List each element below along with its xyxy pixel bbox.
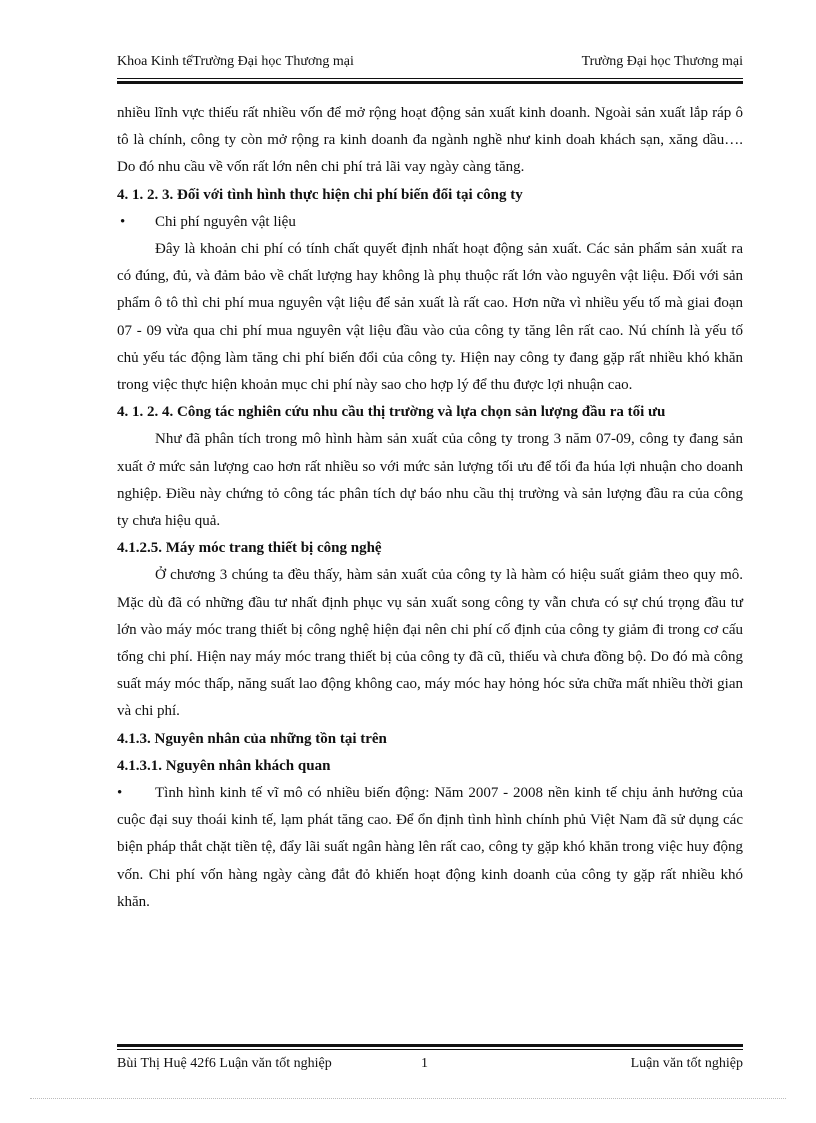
- bullet-text: Chi phí nguyên vật liệu: [155, 213, 296, 230]
- header-rule-thin: [117, 78, 743, 79]
- footer-rule-thick: [117, 1044, 743, 1047]
- page-number: 1: [421, 1056, 428, 1071]
- paragraph-4: Ở chương 3 chúng ta đều thấy, hàm sản xuất của công ty là hàm có hiệu suất giảm theo quy mô. Mặc dù đã có những đầu tư nhất định phục vụ sản xuất song công ty vẫn chưa có sự chú trọng đầu tư lớn vào máy móc trang thiết bị công nghệ hiện đại nên chi phí cố định của công ty giảm đi trong cơ cấu tổng chi phí. Hiện nay máy móc trang thiết bị của công ty đã cũ, thiếu và chưa đồng bộ. Do đó mà công suất máy móc thấp, năng suất lao động không cao, máy móc hay hỏng hóc sửa chữa mất nhiều thời gian và chi phí.: [117, 567, 743, 720]
- paragraph-2: Đây là khoản chi phí có tính chất quyết định nhất hoạt động sản xuất. Các sản phẩm sản xuất ra có đúng, đủ, và đảm bảo về chất lượng hay không là phụ thuộc rất lớn vào nguyên vật liệu. Đối với sản phẩm ô tô thì chi phí mua nguyên vật liệu để sản xuất là rất cao. Hơn nữa vì nhiều yếu tố mà giai đoạn 07 - 09 vừa qua chi phí mua nguyên vật liệu đầu vào của công ty tăng lên rất cao. Nú chính là yếu tố chủ yếu tác động làm tăng chi phí biến đổi của công ty. Hiện nay công ty đang gặp rất nhiều khó khăn trong việc thực hiện khoản mục chi phí này sao cho hợp lý để thu được lợi nhuận cao.: [117, 241, 743, 394]
- page-bottom-dotted-line: [30, 1098, 786, 1099]
- bullet-icon: •: [117, 785, 123, 802]
- page-header: [117, 52, 743, 76]
- section-heading-4-1-2-3: 4. 1. 2. 3. Đối với tình hình thực hiện chi phí biến đổi tại công ty: [117, 186, 523, 203]
- paragraph-3: Như đã phân tích trong mô hình hàm sản xuất của công ty trong 3 năm 07-09, công ty đang sản xuất ở mức sản lượng cao hơn rất nhiều so với mức sản lượng tối ưu để tối đa húa lợi nhuận cho doanh nghiệp. Điều này chứng tỏ công tác phân tích dự báo nhu cầu thị trường và sản lượng đầu ra của công ty chưa hiệu quả.: [117, 431, 743, 530]
- footer-left-text: Bùi Thị Huệ 42f6 Luận văn tốt nghiệp: [117, 1056, 332, 1071]
- bullet-paragraph-text: Tình hình kinh tế vĩ mô có nhiều biến động: Năm 2007 - 2008 nền kinh tế chịu ảnh hưởng của cuộc đại suy thoái kinh tế, lạm phát tăng cao. Để ổn định tình hình chính phủ Việt Nam đã sử dụng các biện pháp thắt chặt tiền tệ, đẩy lãi suất ngân hàng lên rất cao, công ty gặp khó khăn trong việc huy động vốn. Chi phí vốn hàng ngày càng đắt đỏ khiến hoạt động kinh doanh của công ty gặp rất nhiều khó khăn.: [117, 785, 743, 910]
- footer-right-text: Luận văn tốt nghiệp: [630, 1056, 743, 1071]
- section-heading-4-1-2-4: 4. 1. 2. 4. Công tác nghiên cứu nhu cầu thị trường và lựa chọn sản lượng đầu ra tối ưu: [117, 404, 666, 421]
- section-heading-4-1-3: 4.1.3. Nguyên nhân của những tồn tại trên: [117, 730, 387, 747]
- section-heading-4-1-2-5: 4.1.2.5. Máy móc trang thiết bị công nghệ: [117, 540, 382, 557]
- header-right-text: Trường Đại học Thương mại: [581, 54, 743, 69]
- paragraph-1: nhiều lĩnh vực thiếu rất nhiều vốn để mở rộng hoạt động sản xuất kinh doanh. Ngoài sản xuất lắp ráp ô tô là chính, công ty còn mở rộng ra kinh doanh đa ngành nghề như kinh doah khách sạn, xăng dầu…. Do đó nhu cầu về vốn rất lớn nên chi phí trả lãi vay ngày càng tăng.: [117, 105, 743, 176]
- header-rule-thick: [117, 81, 743, 84]
- footer-rule-thin: [117, 1049, 743, 1050]
- document-body: [117, 100, 743, 916]
- section-heading-4-1-3-1: 4.1.3.1. Nguyên nhân khách quan: [117, 757, 331, 774]
- bullet-item-macro-economy: [117, 780, 743, 916]
- bullet-icon: •: [120, 213, 126, 230]
- bullet-item-raw-materials: [117, 209, 743, 236]
- page-footer: [117, 1056, 743, 1078]
- header-left-text: Khoa Kinh tếTrường Đại học Thương mại: [117, 54, 354, 69]
